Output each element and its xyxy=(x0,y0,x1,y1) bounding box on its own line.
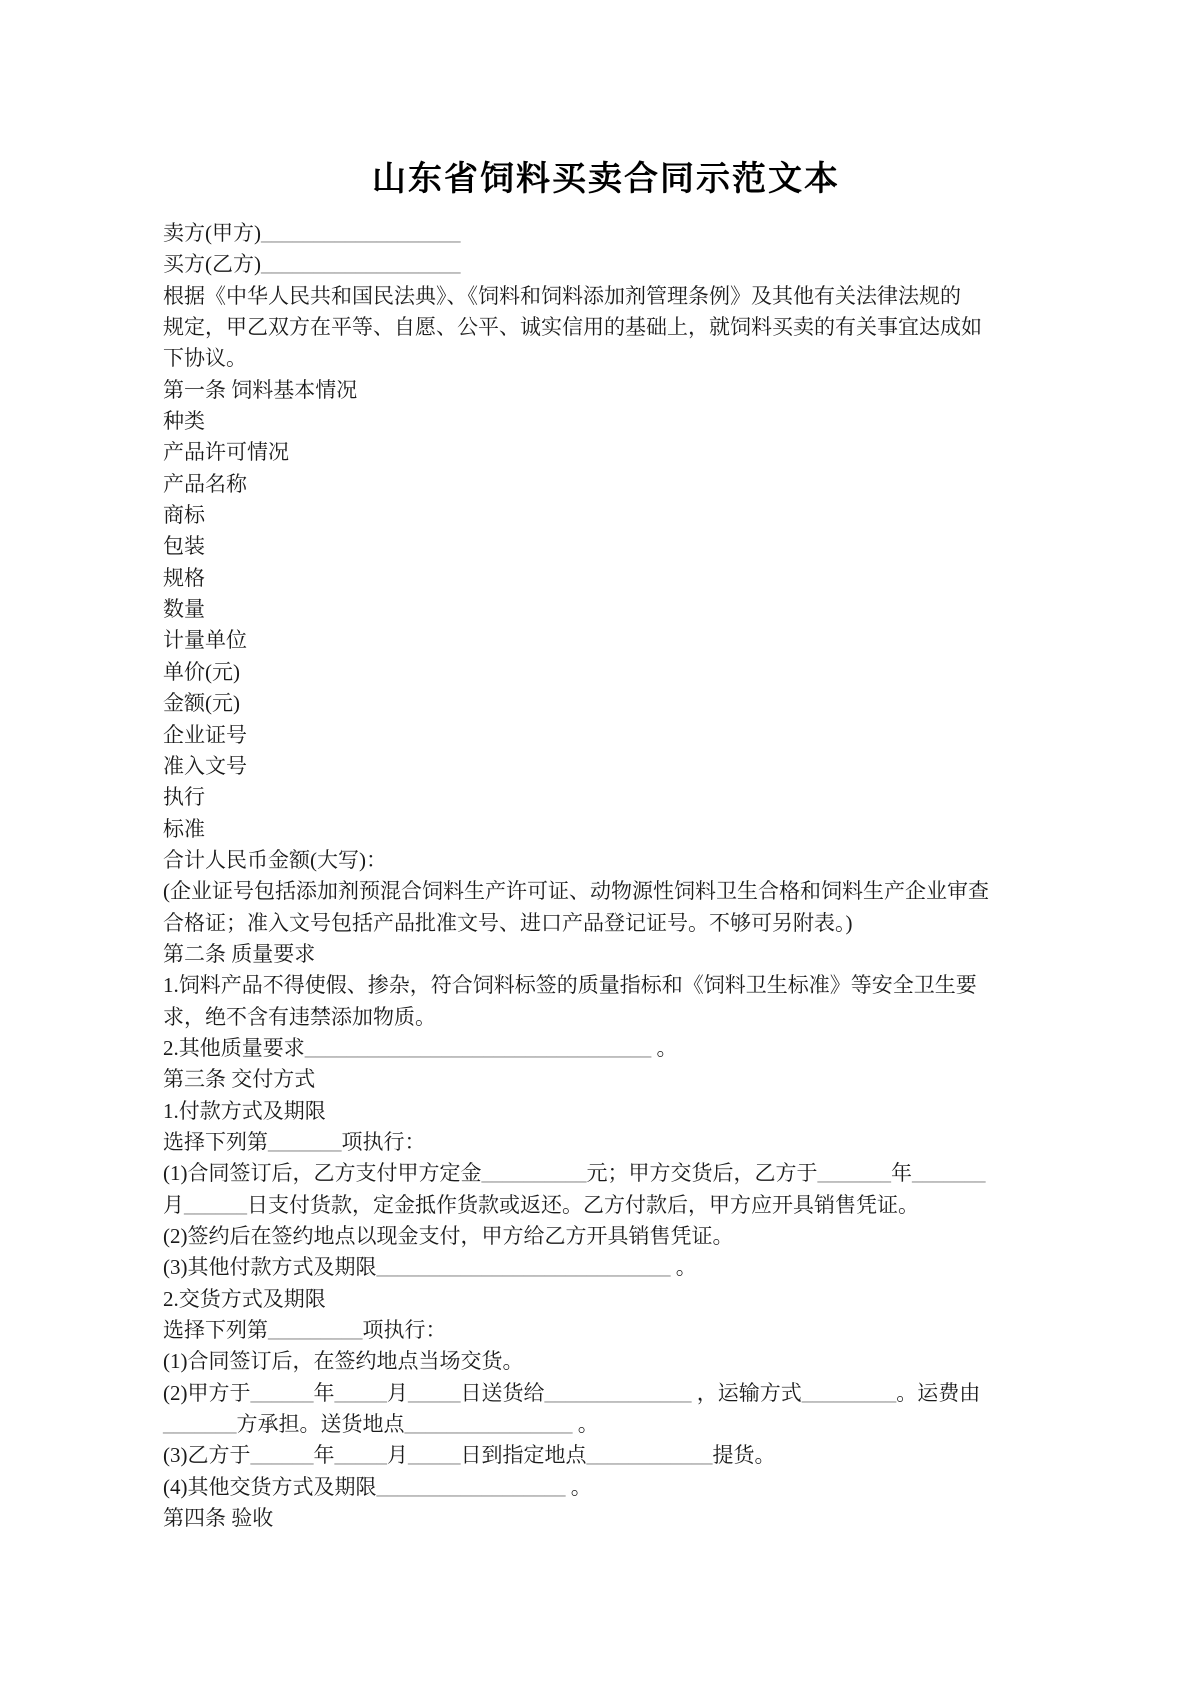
blank-underline: ______ xyxy=(250,1443,314,1468)
document-line: 第一条 饲料基本情况 xyxy=(163,377,358,402)
document-line: 选择下列第_________项执行： xyxy=(163,1318,447,1343)
document-line: 金额(元) xyxy=(163,691,240,716)
document-line: 选择下列第_______项执行： xyxy=(163,1129,426,1154)
document-line: 产品名称 xyxy=(163,471,247,496)
document-line: _______方承担。送货地点________________ 。 xyxy=(163,1412,599,1437)
blank-underline: _______ xyxy=(163,1412,237,1437)
blank-underline: ____________________________ xyxy=(376,1255,671,1280)
document-line: 合计人民币金额(大写)： xyxy=(163,847,387,872)
document-content xyxy=(163,157,1049,1534)
blank-underline: ______ xyxy=(184,1192,247,1217)
document-line: 执行 xyxy=(163,785,205,810)
blank-underline: __________________ xyxy=(376,1474,566,1499)
blank-underline: ___________________ xyxy=(261,252,461,277)
document-line: (2)签约后在签约地点以现金支付，甲方给乙方开具销售凭证。 xyxy=(163,1224,734,1248)
document-line: (企业证号包括添加剂预混合饲料生产许可证、动物源性饲料卫生合格和饲料生产企业审查 xyxy=(163,879,989,904)
blank-underline: _____ xyxy=(334,1380,387,1405)
document-line: (3)其他付款方式及期限____________________________ 。 xyxy=(163,1255,697,1280)
document-line: 月______日支付货款，定金抵作货款或返还。乙方付款后，甲方应开具销售凭证。 xyxy=(163,1192,919,1217)
blank-underline: _________ xyxy=(801,1380,897,1405)
document-line: 求，绝不含有违禁添加物质。 xyxy=(163,1004,436,1029)
document-line: 商标 xyxy=(163,503,205,528)
blank-underline: _____ xyxy=(334,1443,387,1468)
document-line: (3)乙方于______年_____月_____日到指定地点____________提货。 xyxy=(163,1443,776,1468)
blank-underline: _____ xyxy=(408,1443,461,1468)
document-line: 1.饲料产品不得使假、掺杂，符合饲料标签的质量指标和《饲料卫生标准》等安全卫生要 xyxy=(163,973,977,998)
document-line: 合格证；准入文号包括产品批准文号、进口产品登记证号。不够可另附表。) xyxy=(163,910,853,935)
document-line: (1)合同签订后，在签约地点当场交货。 xyxy=(163,1349,524,1374)
blank-underline: _______ xyxy=(817,1161,891,1186)
document-line: 准入文号 xyxy=(163,753,247,778)
document-line: 根据《中华人民共和国民法典》、《饲料和饲料添加剂管理条例》及其他有关法律法规的 xyxy=(163,283,961,308)
blank-underline: _________ xyxy=(268,1318,363,1343)
blank-underline: ________________ xyxy=(404,1412,573,1437)
document-line: 标准 xyxy=(163,816,205,841)
blank-underline: __________ xyxy=(481,1161,587,1186)
document-line: 第四条 验收 xyxy=(163,1506,274,1531)
document-line: (4)其他交货方式及期限__________________ 。 xyxy=(163,1474,592,1499)
document-line: 计量单位 xyxy=(163,628,247,653)
document-line: 2.其他质量要求_________________________________ 。 xyxy=(163,1035,678,1060)
blank-underline: ______ xyxy=(250,1380,314,1405)
document-line: 规定，甲乙双方在平等、自愿、公平、诚实信用的基础上，就饲料买卖的有关事宜达成如 xyxy=(163,315,982,340)
document-line: 包装 xyxy=(163,534,205,559)
document-line: (2)甲方于______年_____月_____日送货给______________ ，运输方式_________。运费由 xyxy=(163,1380,981,1405)
document-line: 种类 xyxy=(163,409,205,434)
document-line: 卖方(甲方)___________________ xyxy=(163,221,461,245)
blank-underline: _______ xyxy=(912,1161,986,1186)
document-line: (1)合同签订后，乙方支付甲方定金__________元；甲方交货后，乙方于_______年_______ xyxy=(163,1161,986,1186)
document-line: 下协议。 xyxy=(163,346,247,371)
blank-underline: _________________________________ xyxy=(304,1035,652,1060)
blank-underline: ____________ xyxy=(586,1443,713,1468)
document-line: 规格 xyxy=(163,565,205,590)
document-line: 第二条 质量要求 xyxy=(163,941,316,966)
document-line: 1.付款方式及期限 xyxy=(163,1098,326,1123)
document-line: 第三条 交付方式 xyxy=(163,1067,316,1092)
document-line: 企业证号 xyxy=(163,722,247,747)
document-line: 单价(元) xyxy=(163,659,240,684)
blank-underline: ___________________ xyxy=(261,221,461,245)
document-title: 山东省饲料买卖合同示范文本 xyxy=(372,161,840,198)
document-line: 买方(乙方)___________________ xyxy=(163,252,461,277)
document-line: 数量 xyxy=(163,597,205,622)
blank-underline: ______________ xyxy=(544,1380,692,1405)
document-line: 2.交货方式及期限 xyxy=(163,1286,326,1311)
document-body xyxy=(163,218,1049,1534)
blank-underline: _____ xyxy=(408,1380,461,1405)
document-line: 产品许可情况 xyxy=(163,440,289,465)
blank-underline: _______ xyxy=(268,1129,342,1154)
